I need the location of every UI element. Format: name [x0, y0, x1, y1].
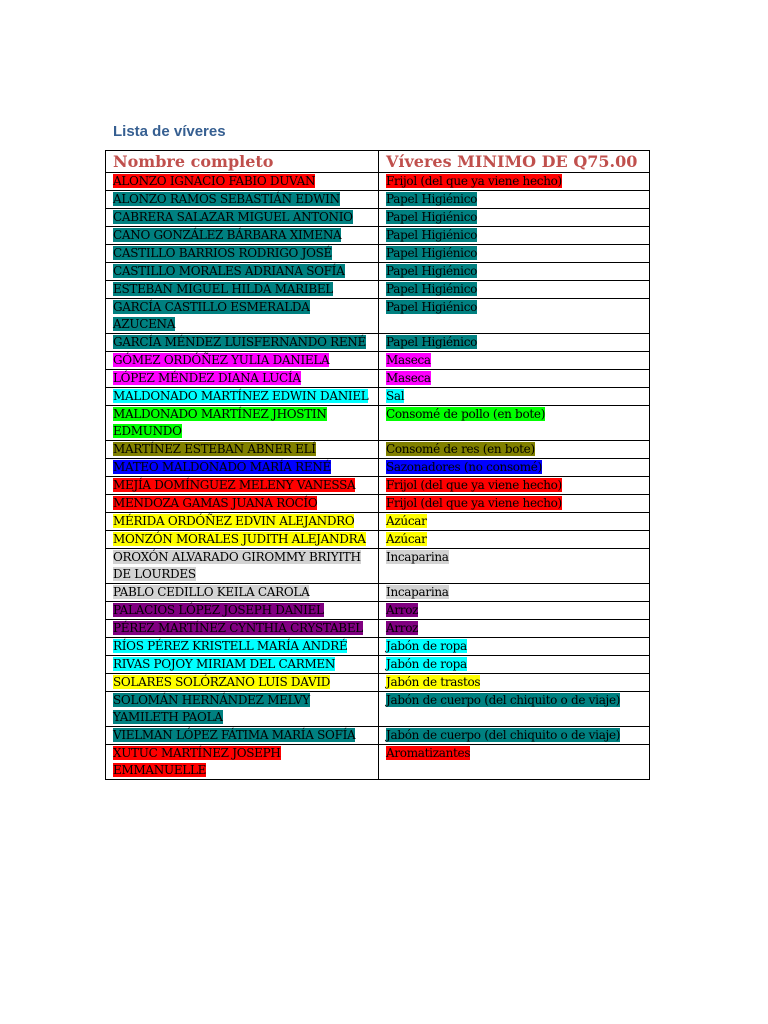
student-name-cell: [106, 602, 379, 620]
supply-item: Frijol (del que ya viene hecho): [386, 478, 562, 492]
table-row: [106, 227, 650, 245]
student-name-cell: [106, 245, 379, 263]
table-row: [106, 299, 650, 334]
supply-item: Sazonadores (no consomé): [386, 460, 542, 474]
supply-item-cell: [379, 602, 650, 620]
student-name: PABLO CEDILLO KEILA CAROLA: [113, 585, 310, 599]
student-name: GARCÍA CASTILLO ESMERALDA AZUCENA: [113, 300, 310, 331]
student-name-cell: [106, 370, 379, 388]
supply-item-cell: [379, 173, 650, 191]
supply-item: Frijol (del que ya viene hecho): [386, 174, 562, 188]
student-name: GÓMEZ ORDÓÑEZ YULIA DANIELA: [113, 353, 330, 367]
supply-item: Papel Higiénico: [386, 282, 478, 296]
supply-item-cell: [379, 441, 650, 459]
student-name-cell: [106, 727, 379, 745]
table-row: [106, 584, 650, 602]
supply-item: Frijol (del que ya viene hecho): [386, 496, 562, 510]
supply-item: Papel Higiénico: [386, 300, 478, 314]
student-name: GARCÍA MÉNDEZ LUISFERNANDO RENÉ: [113, 335, 366, 349]
student-name: VIELMAN LÓPEZ FÁTIMA MARÍA SOFÍA: [113, 728, 356, 742]
table-row: [106, 531, 650, 549]
supply-item: Papel Higiénico: [386, 246, 478, 260]
student-name: SOLOMÁN HERNÁNDEZ MELVY YAMILETH PAOLA: [113, 693, 310, 724]
supply-item-cell: [379, 584, 650, 602]
student-name-cell: [106, 531, 379, 549]
supply-item-cell: [379, 459, 650, 477]
student-name: MEJÍA DOMÍNGUEZ MELENY VANESSA: [113, 478, 356, 492]
table-row: [106, 549, 650, 584]
table-row: [106, 388, 650, 406]
student-name-cell: [106, 441, 379, 459]
supply-item-cell: [379, 674, 650, 692]
supply-item-cell: [379, 692, 650, 727]
supply-item: Azúcar: [386, 532, 427, 546]
supply-item: Maseca: [386, 371, 431, 385]
table-row: [106, 370, 650, 388]
supply-item: Incaparina: [386, 550, 449, 564]
supply-item: Papel Higiénico: [386, 264, 478, 278]
student-name-cell: [106, 620, 379, 638]
student-name: MATEO MALDONADO MARÍA RENÉ: [113, 460, 331, 474]
student-name-cell: [106, 638, 379, 656]
table-row: [106, 352, 650, 370]
supply-item-cell: [379, 745, 650, 780]
supply-item: Papel Higiénico: [386, 335, 478, 349]
supply-item: Aromatizantes: [386, 746, 471, 760]
supply-item: Azúcar: [386, 514, 427, 528]
student-name: RIVAS POJOY MIRIAM DEL CARMEN: [113, 657, 336, 671]
supply-item: Jabón de trastos: [386, 675, 481, 689]
student-name-cell: [106, 406, 379, 441]
student-name-cell: [106, 477, 379, 495]
supply-item-cell: [379, 406, 650, 441]
supply-item: Papel Higiénico: [386, 228, 478, 242]
table-row: [106, 674, 650, 692]
student-name-cell: [106, 388, 379, 406]
table-row: [106, 602, 650, 620]
supply-item-cell: [379, 620, 650, 638]
student-name: MÉRIDA ORDÓÑEZ EDVIN ALEJANDRO: [113, 514, 355, 528]
table-row: [106, 477, 650, 495]
student-name: MALDONADO MARTÍNEZ EDWIN DANIEL: [113, 389, 369, 403]
supply-item-cell: [379, 513, 650, 531]
table-row: [106, 513, 650, 531]
supply-item-cell: [379, 227, 650, 245]
student-name: XUTUC MARTÍNEZ JOSEPH EMMANUELLE: [113, 746, 281, 777]
table-row: [106, 406, 650, 441]
document-title: Lista de víveres: [113, 123, 226, 140]
student-name-cell: [106, 692, 379, 727]
student-name-cell: [106, 674, 379, 692]
table-header-row: [106, 151, 650, 173]
student-name-cell: [106, 352, 379, 370]
column-header-item: Víveres MINIMO DE Q75.00: [379, 151, 650, 173]
student-name-cell: [106, 513, 379, 531]
student-name: ESTEBAN MIGUEL HILDA MARIBEL: [113, 282, 333, 296]
student-name-cell: [106, 263, 379, 281]
supply-item-cell: [379, 388, 650, 406]
student-name: CASTILLO MORALES ADRIANA SOFÍA: [113, 264, 345, 278]
supply-item-cell: [379, 531, 650, 549]
supply-item-cell: [379, 656, 650, 674]
table-row: [106, 495, 650, 513]
supply-item-cell: [379, 245, 650, 263]
supply-item-cell: [379, 334, 650, 352]
student-name: ALONZO IGNACIO FABIO DUVAN: [113, 174, 316, 188]
supply-item-cell: [379, 477, 650, 495]
student-name-cell: [106, 334, 379, 352]
student-name: CASTILLO BARRIOS RODRIGO JOSÉ: [113, 246, 333, 260]
student-name: MENDOZA GAMAS JUANA ROCÍO: [113, 496, 318, 510]
supply-item-cell: [379, 263, 650, 281]
table-row: [106, 281, 650, 299]
supply-item-cell: [379, 352, 650, 370]
student-name-cell: [106, 745, 379, 780]
supply-item: Consomé de pollo (en bote): [386, 407, 546, 421]
supply-item: Jabón de cuerpo (del chiquito o de viaje): [386, 728, 621, 742]
supply-item-cell: [379, 549, 650, 584]
supply-item-cell: [379, 281, 650, 299]
student-name: CABRERA SALAZAR MIGUEL ANTONIO: [113, 210, 353, 224]
student-name-cell: [106, 584, 379, 602]
student-name-cell: [106, 209, 379, 227]
supply-item: Incaparina: [386, 585, 449, 599]
supply-item-cell: [379, 209, 650, 227]
student-name-cell: [106, 191, 379, 209]
student-name-cell: [106, 656, 379, 674]
student-name: MALDONADO MARTÍNEZ JHOSTIN EDMUNDO: [113, 407, 327, 438]
supply-item: Arroz: [386, 621, 419, 635]
student-name-cell: [106, 173, 379, 191]
table-row: [106, 620, 650, 638]
supply-item-cell: [379, 727, 650, 745]
supply-item: Jabón de ropa: [386, 657, 467, 671]
table-row: [106, 191, 650, 209]
student-name-cell: [106, 227, 379, 245]
student-name-cell: [106, 495, 379, 513]
supply-item-cell: [379, 191, 650, 209]
table-row: [106, 656, 650, 674]
student-name: PÉREZ MARTÍNEZ CYNTHIA CRYSTABEL: [113, 621, 363, 635]
student-name-cell: [106, 549, 379, 584]
student-name: LÓPEZ MÉNDEZ DIANA LUCÍA: [113, 371, 301, 385]
student-name: ALONZO RAMOS SEBASTIÁN EDWIN: [113, 192, 340, 206]
student-name: RÍOS PÉREZ KRISTELL MARÍA ANDRÉ: [113, 639, 348, 653]
supply-item: Jabón de cuerpo (del chiquito o de viaje): [386, 693, 621, 707]
supply-item: Consomé de res (en bote): [386, 442, 535, 456]
table-row: [106, 263, 650, 281]
table-row: [106, 727, 650, 745]
supply-item-cell: [379, 495, 650, 513]
supplies-table: [105, 150, 650, 780]
table-body: [106, 173, 650, 780]
student-name: MONZÓN MORALES JUDITH ALEJANDRA: [113, 532, 366, 546]
table-row: [106, 245, 650, 263]
student-name: OROXÓN ALVARADO GIROMMY BRIYITH DE LOURDES: [113, 550, 361, 581]
table-row: [106, 459, 650, 477]
student-name: PALACIOS LÓPEZ JOSEPH DANIEL: [113, 603, 324, 617]
table-row: [106, 334, 650, 352]
table-row: [106, 638, 650, 656]
table-row: [106, 173, 650, 191]
table-row: [106, 692, 650, 727]
student-name: CANO GONZÁLEZ BÁRBARA XIMENA: [113, 228, 342, 242]
student-name: SOLARES SOLÓRZANO LUIS DAVID: [113, 675, 331, 689]
student-name-cell: [106, 281, 379, 299]
supply-item: Arroz: [386, 603, 419, 617]
supply-item: Sal: [386, 389, 405, 403]
table-row: [106, 441, 650, 459]
student-name-cell: [106, 299, 379, 334]
supply-item-cell: [379, 638, 650, 656]
supply-item: Papel Higiénico: [386, 192, 478, 206]
table-row: [106, 745, 650, 780]
student-name: MARTÍNEZ ESTEBAN ABNER ELÍ: [113, 442, 316, 456]
supply-item-cell: [379, 370, 650, 388]
table-row: [106, 209, 650, 227]
supply-item: Jabón de ropa: [386, 639, 467, 653]
student-name-cell: [106, 459, 379, 477]
supply-item: Papel Higiénico: [386, 210, 478, 224]
supply-item-cell: [379, 299, 650, 334]
supply-item: Maseca: [386, 353, 431, 367]
column-header-name: Nombre completo: [106, 151, 379, 173]
